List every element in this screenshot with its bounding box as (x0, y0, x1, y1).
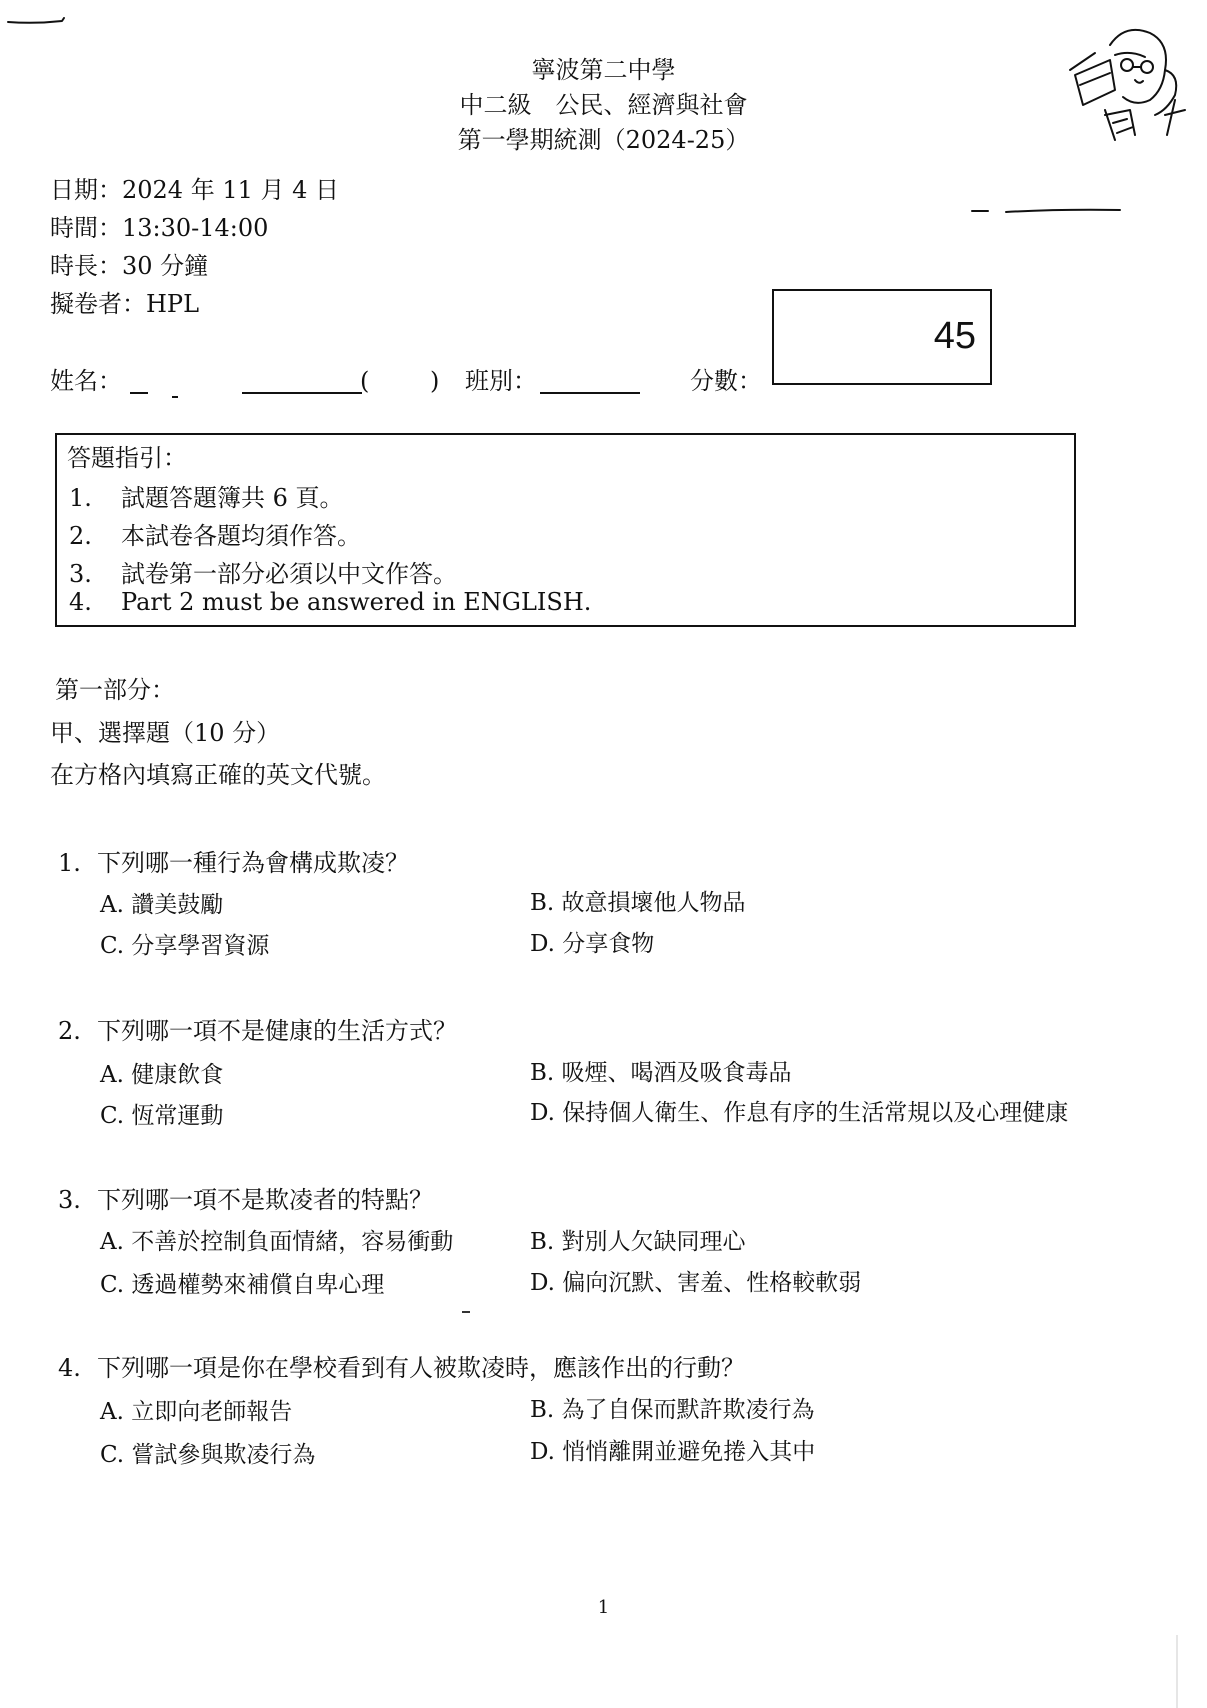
question-2-option-c[interactable]: C. 恆常運動 (100, 1103, 224, 1129)
class-field[interactable] (540, 368, 640, 394)
question-2-text: 下列哪一項不是健康的生活方式？ (97, 1017, 457, 1045)
question-2-number: 2. (58, 1017, 81, 1045)
question-1-option-d[interactable]: D. 分享食物 (530, 931, 655, 957)
instruction-text-2: 本試卷各題均須作答。 (121, 522, 361, 550)
exam-setter: 擬卷者：HPL (50, 290, 200, 318)
instruction-text-4: Part 2 must be answered in ENGLISH. (121, 588, 592, 616)
question-3-option-a[interactable]: A. 不善於控制負面情緒，容易衝動 (100, 1229, 454, 1255)
part-title: 第一部分： (55, 676, 175, 704)
question-3-option-c[interactable]: C. 透過權勢來補償自卑心理 (100, 1272, 385, 1298)
question-1-option-b[interactable]: B. 故意損壞他人物品 (530, 890, 746, 916)
instruction-text-3: 試卷第一部分必須以中文作答。 (121, 560, 457, 588)
question-2-option-a[interactable]: A. 健康飲食 (100, 1062, 224, 1088)
question-3-option-b[interactable]: B. 對別人欠缺同理心 (530, 1229, 746, 1255)
exam-title: 第一學期統測（2024-25） (457, 126, 750, 154)
class-number-close: ) (430, 367, 440, 395)
name-field-mark[interactable] (130, 368, 148, 394)
question-2-option-b[interactable]: B. 吸煙、喝酒及吸食毒品 (530, 1060, 792, 1086)
exam-time: 時間：13:30-14:00 (50, 214, 269, 242)
question-1-option-c[interactable]: C. 分享學習資源 (100, 933, 270, 959)
instruction-text-1: 試題答題簿共 6 頁。 (121, 484, 344, 512)
question-3-text: 下列哪一項不是欺凌者的特點？ (97, 1186, 433, 1214)
name-label: 姓名： (50, 367, 122, 395)
score-value: 45 (933, 315, 976, 357)
question-1-text: 下列哪一種行為會構成欺凌？ (97, 849, 409, 877)
question-4-text: 下列哪一項是你在學校看到有人被欺凌時，應該作出的行動？ (97, 1354, 745, 1382)
exam-duration: 時長：30 分鐘 (50, 252, 209, 280)
name-field[interactable] (242, 368, 362, 394)
class-label: 班別： (465, 367, 537, 395)
pen-dot (462, 1311, 470, 1313)
score-label: 分數： (690, 367, 762, 395)
school-name: 寧波第二中學 (531, 56, 676, 84)
pen-dot (172, 396, 178, 398)
pen-dash-mark (970, 205, 1130, 217)
class-number-open: ( (360, 367, 370, 395)
question-4-option-c[interactable]: C. 嘗試參與欺凌行為 (100, 1442, 316, 1468)
question-4-number: 4. (58, 1354, 81, 1382)
instructions-box (55, 433, 1076, 627)
instruction-num-2: 2. (69, 522, 92, 550)
page-number: 1 (597, 1597, 610, 1618)
pen-mark (0, 8, 80, 28)
section-instruction: 在方格內填寫正確的英文代號。 (50, 761, 386, 789)
course-title: 中二級 公民、經濟與社會 (459, 91, 748, 119)
scan-edge (1176, 1635, 1178, 1708)
teacher-doodle-icon (1055, 15, 1195, 145)
question-3-number: 3. (58, 1186, 81, 1214)
instructions-title: 答題指引： (67, 444, 187, 472)
question-4-option-a[interactable]: A. 立即向老師報告 (100, 1399, 293, 1425)
question-3-option-d[interactable]: D. 偏向沉默、害羞、性格較軟弱 (530, 1270, 862, 1296)
instruction-num-4: 4. (69, 588, 92, 616)
instruction-num-1: 1. (69, 484, 92, 512)
subpart-title: 甲、選擇題（10 分） (50, 719, 281, 747)
score-box[interactable] (772, 289, 992, 385)
exam-date: 日期：2024 年 11 月 4 日 (50, 176, 340, 204)
question-1-number: 1. (58, 849, 81, 877)
instruction-num-3: 3. (69, 560, 92, 588)
question-4-option-b[interactable]: B. 為了自保而默許欺凌行為 (530, 1397, 815, 1423)
question-1-option-a[interactable]: A. 讚美鼓勵 (100, 892, 224, 918)
question-2-option-d[interactable]: D. 保持個人衛生、作息有序的生活常規以及心理健康 (530, 1100, 1069, 1126)
question-4-option-d[interactable]: D. 悄悄離開並避免捲入其中 (530, 1439, 816, 1465)
